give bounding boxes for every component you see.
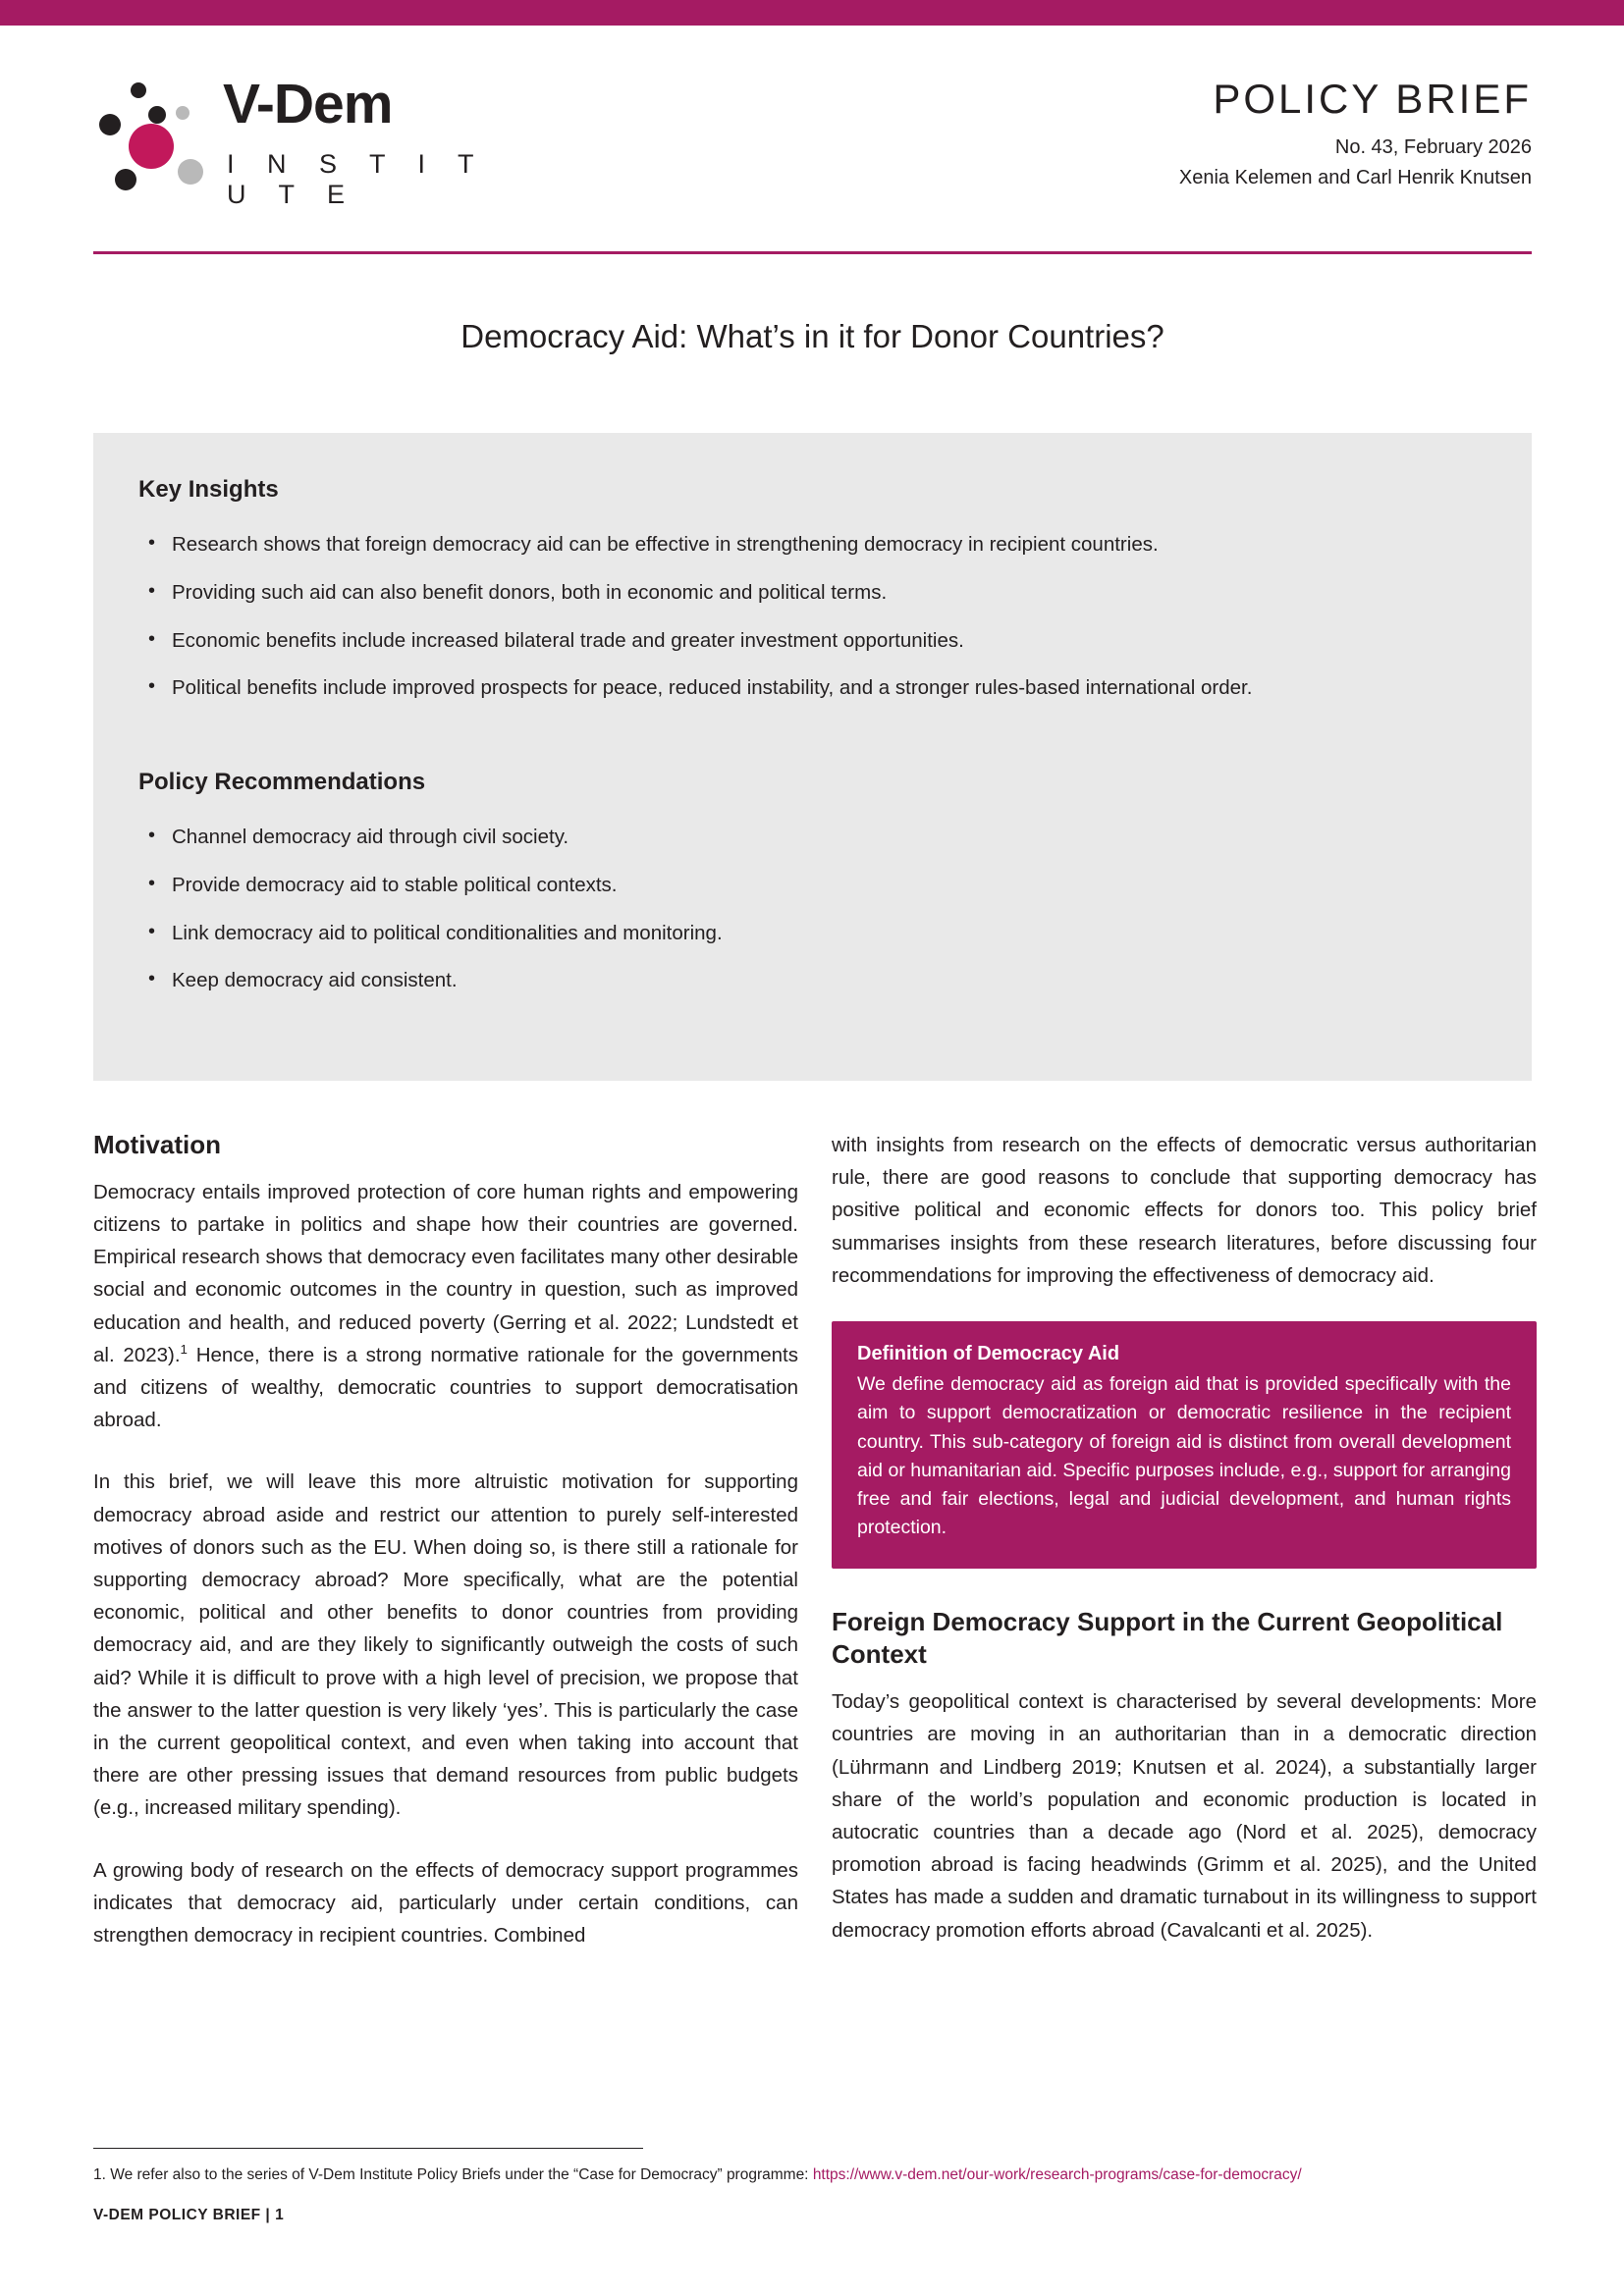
key-insights-heading: Key Insights	[138, 476, 279, 503]
issue-number: No. 43, February 2026	[1334, 136, 1532, 159]
key-insights-list	[138, 529, 1487, 704]
footnote-divider	[93, 2148, 643, 2149]
logo-dots-icon	[93, 79, 221, 201]
paragraph	[93, 1176, 798, 1437]
page-footer: V-DEM POLICY BRIEF | 1	[93, 2207, 285, 2223]
left-column	[93, 1129, 798, 1951]
logo-wordmark: V-Dem	[223, 73, 393, 135]
list-item: • Link democracy aid to political conditionalities and monitoring.	[138, 918, 1487, 949]
callout-text: We define democracy aid as foreign aid that is provided specifically with the aim to support democratization or democratic resilience in the recipient country. This sub-category of foreign aid is distinct from overall development aid or humanitarian aid. Specific purposes include, e.g., support for arranging free and fair elections, legal and judicial development, and human rights protection.	[857, 1373, 1511, 1539]
policy-recommendations-heading: Policy Recommendations	[138, 769, 426, 796]
paragraph-text-cont: Hence, there is a strong normative rationale for the governments and citizens of wealthy, democratic countries to support democratisation abroad.	[93, 1343, 798, 1432]
footnote-text: 1. We refer also to the series of V-Dem Institute Policy Briefs under the “Case for Democracy” programme:	[93, 2166, 813, 2183]
section-heading: Foreign Democracy Support in the Current Geopolitical Context	[832, 1606, 1503, 1670]
list-item: • Research shows that foreign democracy aid can be effective in strengthening democracy in recipient countries.	[138, 529, 1487, 561]
paragraph: A growing body of research on the effects of democracy support programmes indicates that democracy aid, particularly under certain conditions, can strengthen democracy in recipient countries. Combined	[93, 1858, 798, 1948]
paragraph: with insights from research on the effects of democratic versus authoritarian rule, there are good reasons to conclude that supporting democracy has positive political and economic effects for donors too. This policy brief summarises insights from these research literatures, before discussing four recommendations for improving the effectiveness of democracy aid.	[832, 1134, 1537, 1287]
motivation-heading: Motivation	[93, 1130, 221, 1159]
list-item: • Channel democracy aid through civil society.	[138, 822, 1487, 853]
header-divider	[93, 251, 1532, 254]
callout-title: Definition of Democracy Aid	[857, 1343, 1120, 1365]
logo-subtitle: I N S T I T U T E	[227, 149, 487, 209]
footnote-marker: 1	[180, 1341, 188, 1357]
document-header	[93, 61, 1532, 242]
paragraph: Today’s geopolitical context is characterised by several developments: More countries are moving in an authoritarian than in a democratic direction (Lührmann and Lindberg 2019; Knutsen et al. 2024), a substantially larger share of the world’s population and economic production is located in autocratic countries than a decade ago (Nord et al. 2025), democracy promotion abroad is facing headwinds (Grimm et al. 2025), and the United States has made a sudden and dramatic turnabout in its willingness to support democracy promotion efforts abroad (Cavalcanti et al. 2025).	[832, 1690, 1537, 1942]
paragraph: In this brief, we will leave this more altruistic motivation for supporting democracy abroad aside and restrict our attention to purely self-interested motives of donors such as the EU. When doing so, is there still a rationale for supporting democracy abroad? More specifically, what are the potential economic, political and other benefits to donor countries from providing democracy aid, and are they likely to significantly outweigh the costs of such aid? While it is difficult to prove with a high level of precision, we propose that the answer to the latter question is very likely ‘yes’. This is particularly the case in the current geopolitical context, and even when taking into account that there are other pressing issues that demand resources from public budgets (e.g., increased military spending).	[93, 1470, 798, 1820]
list-item: • Economic benefits include increased bilateral trade and greater investment opportunities.	[138, 625, 1487, 657]
list-item: • Providing such aid can also benefit donors, both in economic and political terms.	[138, 577, 1487, 609]
footnote-link[interactable]: https://www.v-dem.net/our-work/research-programs/case-for-democracy/	[812, 2166, 1302, 2183]
vdem-logo	[93, 71, 515, 208]
key-insights-box	[93, 433, 1532, 1081]
policy-brief-label: POLICY BRIEF	[1213, 76, 1532, 122]
definition-callout	[832, 1321, 1537, 1569]
list-item: • Political benefits include improved prospects for peace, reduced instability, and a stronger rules-based international order.	[138, 672, 1487, 704]
page-title: Democracy Aid: What’s in it for Donor Countries?	[460, 318, 1164, 354]
list-item: • Keep democracy aid consistent.	[138, 965, 1487, 996]
policy-recommendations-list	[138, 822, 1487, 996]
authors: Xenia Kelemen and Carl Henrik Knutsen	[1178, 167, 1532, 189]
right-column	[832, 1129, 1537, 1947]
paragraph-text: Democracy entails improved protection of core human rights and empowering citizens to partake in politics and shape how their countries are governed. Empirical research shows that democracy even facilitates many other desirable social and economic outcomes in the country in question, such as improved education and health, and reduced poverty (Gerring et al. 2022; Lundstedt et al. 2023).	[93, 1180, 798, 1366]
top-accent-bar	[0, 0, 1624, 26]
footnote	[93, 2163, 1532, 2186]
header-meta-block	[844, 77, 1532, 192]
list-item: • Provide democracy aid to stable political contexts.	[138, 870, 1487, 901]
